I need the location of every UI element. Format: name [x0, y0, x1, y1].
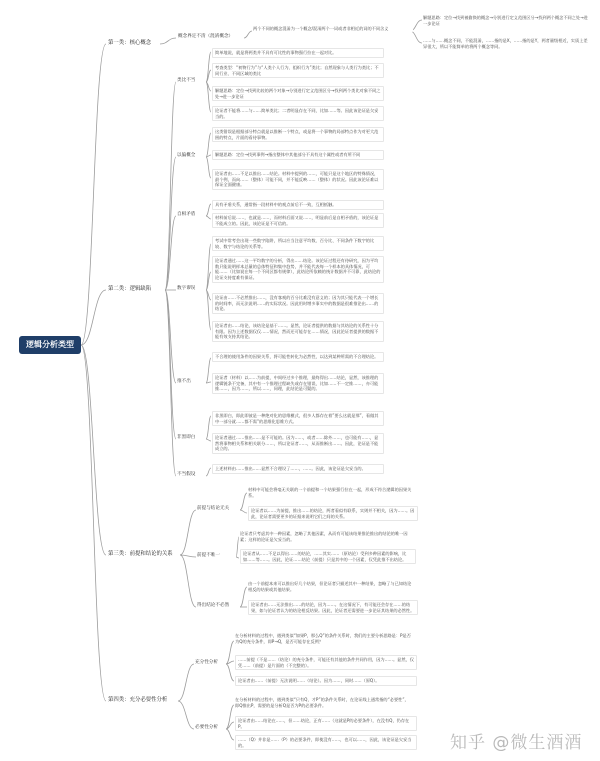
connector-cat3-branch-0	[180, 510, 196, 555]
leaf-number-2: 论证者通过……这一平均数字的分析，得出……结论。该论证过程还有待研究，因为平均数只能说明样本总量的总体特征和集中趋势，并不能代表每一个样本的具体情况，可能……（比如说在每一个不同区都有规律），此结论所依赖的统计数据并不可靠，此结论的论证支持度难有保证。	[212, 256, 384, 283]
connector-root-cat1	[81, 44, 106, 345]
leaf-contradiction-2: 材料前后说……，也就是……，而材料后面又说……，明显前后是自相矛盾的，该论证是不能成立的。因此，该论证是不可信的。	[212, 213, 384, 228]
leaf-dichotomy-2: 论证者通过……推出……是不可能的。因为……，或者……除外……，也可能有……，显然将事物相关系和相关联分……，所以论证者……，从而推断出……。因此，论证是不能成立的。	[212, 433, 384, 454]
leaf-necessity-3: ……（Q）并非是……（P）的必要条件，即使没有……，也可以……，因此，该论证是欠妥当的。	[235, 735, 417, 750]
branch-number-fallacy[interactable]: 数字谬误	[177, 286, 196, 291]
connector-root-cat2	[81, 290, 106, 345]
leaf-concept-template: ……与……概念不同，不能混淆，……指的是X，……指的是Y，两者量级相近，实质上差异很大，所以不能简单的将两个概念等同。	[423, 38, 588, 49]
branch-necessity[interactable]: 必要性分析	[195, 725, 218, 730]
leaf-notnecessary-2: 论证者由……无法推出……的结论，因为……。在这情况下，有可能还会存在……的结果，如与论证者认为的结论相反结果。因此，论证者还需要进一步论证其结果的必然性。	[248, 600, 418, 615]
leaf-notunique-1: 论证者只考虑其中一种因素，忽略了其他因素，从而有可能该结果推论推出的结论的唯一因素；这样的论证是欠妥当的。	[240, 531, 410, 542]
watermark: 知乎 @微生酒酒	[450, 733, 583, 753]
branch-hasty-generalization[interactable]: 以偏概全	[177, 153, 196, 158]
branch-improper-assumption[interactable]: 不当假设	[177, 472, 196, 477]
leaf-number-4: 论证者由……结论，该结论是基于……。显然，论证者提供的数据与其结论的关系性十分有限。因为上述数据仅仅……情况，然而还可能存在……情况，因此论证者提供的数据不能有效支持其结论。	[212, 321, 384, 342]
leaf-concept-method: 解题思路：定位→找到被偷换的概念→分别进行定义范围区分→找到两个概念不同之处→进一步论证	[423, 15, 588, 26]
branch-non-sequitur[interactable]: 推不出	[177, 379, 191, 384]
connector-cat1-def	[244, 31, 252, 38]
branch-sufficiency[interactable]: 充分性分析	[195, 660, 218, 665]
leaf-sufficiency-3: 论证者由……（前提）无法说明……（结论）。因为……，同时……（原Q）。	[235, 676, 417, 686]
leaf-nonsequitur-2: 论证者（材料）以……为前提，中间经过多个推理，最终得出……结论，显然，该推理的逻辑链条不完备，其中有一个推理过程缺失或存在错误，比如……不一定推……，亦可能推……，因为……，所以……，同理，此结论是可疑的。	[212, 373, 384, 394]
category-logic-flaws[interactable]: 第二类：逻辑缺陷	[108, 286, 152, 292]
connector-cat4-branch-0	[178, 664, 194, 701]
connector-cat2-branch-0	[165, 82, 176, 290]
connector-cat2-branch-5	[165, 290, 176, 439]
leaf-number-3: 论证由……不必然推出……，没有客观的百分比难没有意义的；因为其只能代表一个增长的时间率，而无法说明……的实际状况。因此用时增多事实中的数据是很难推论出……的结论。	[212, 293, 384, 314]
leaf-sufficiency-1: 在分析材料的过程中，遇到类似“如果P，那么Q”的条件关系时，我们的主要分析思路是：P是否为Q的充分条件，即P→Q，是否可能存在反例？	[235, 633, 411, 644]
leaf-generalization-3: 论证者由……不足以推出……结论。材料中提到的……，可能只是这个地区的特殊情况，最个例，而向……（整体）可能不同，并不能反映……（整体）的状况。因此该论证难以保证全面健康。	[212, 169, 384, 190]
leaf-analogy-1: 简单地说，就是将两类并不具有可比性的事物强行拉在一起对比。	[212, 48, 384, 58]
leaf-generalization-2: 解题思路：定位→找到事例→指出整体中其他部分不具有这个属性或者有所不同	[212, 150, 384, 160]
leaf-unrelated-1: 材料中可能会将毫无关联的一个前提和一个结果强行拉在一起，形成不符合逻辑的因果关系。	[248, 487, 412, 498]
leaf-sufficiency-2: ……前提（不是……（结论）的充分条件，可能还有其他的条件共同作用，因为……。显然，仅凭……（前提）是片面的（不完整的）。	[235, 655, 417, 670]
branch-premise-unrelated[interactable]: 前提与结论无关	[197, 506, 230, 511]
connector-cat2-leaf-1-2	[206, 157, 211, 178]
branch-improper-analogy[interactable]: 类比不当	[177, 78, 196, 83]
leaf-number-1: 考试中常考会出现一些数字陷阱，所以应当注意平均数、百分比、不同条件下数字的比较、数字与结论的关系等。	[212, 236, 384, 251]
leaf-analogy-3: 解题思路：定位→找到比较的两个对象→分别进行定义范围区分→找到两个类比对象不同之处→进一步论证	[212, 86, 384, 101]
branch-conclusion-not-necessary[interactable]: 得出结论不必然	[197, 603, 230, 608]
branch-concept-confusion[interactable]: 概念界定不清（混淆概念）	[178, 34, 234, 39]
category-premise-conclusion[interactable]: 第三类：前提和结论的关系	[108, 551, 173, 557]
leaf-necessity-2: 论证者由……结论在……，但……结论，正有……（这就是P的必要条件），在没有Q，仍存在P。	[235, 716, 417, 731]
leaf-contradiction-1: 具有矛盾关系，通常指一段材料中的观点前后不一致，互相抵触。	[212, 200, 384, 210]
connector-def-note2	[410, 31, 422, 43]
connector-root-cat4	[81, 345, 106, 701]
connector-cat2-branch-6	[165, 290, 176, 476]
branch-premise-not-unique[interactable]: 前提不唯一	[197, 553, 220, 558]
root-node[interactable]: 逻辑分析类型	[19, 336, 81, 354]
leaf-unrelated-2: 论证者以……为前提，推出……的结论，两者看似有联系，实则并不相关，因为……。因此，论证者需要更多的证据来说明它们之间的关系。	[248, 506, 418, 521]
leaf-nonsequitur-1: 不合理的使用条件的因果关系，将可能性转化为必然性，以达到某种所需的不合理结论。	[212, 352, 384, 362]
leaf-analogy-4: 论证者不能将……与……简单类比；二者明显存在不同，比如……等。因此该论证是欠妥当的。	[212, 106, 384, 121]
leaf-generalization-1: 这类错误是根据部分特点就是以推断一个特点，或是将一个事物的局部特点作为对更大范围的特点，片面的看待事物。	[212, 127, 384, 142]
leaf-notunique-2: 论证者从……不足以得出……的结论，……其实……（原结论）受到多种因素的影响，比如……等……。因此，论证……结论（前提）只是其中的一个因素，仅凭此推不出结论。	[240, 549, 416, 564]
branch-self-contradiction[interactable]: 自相矛盾	[177, 212, 196, 217]
leaf-concept-definition: 两个不同的概念混淆为一个概念/混淆两个一词或者非相近的词的不同含义	[253, 26, 413, 32]
connector-cat4-branch-1	[178, 701, 194, 729]
leaf-dichotomy-1: 非黑即白，即此即彼是一种绝对化的思维模式，很多人都存在着”要么这就是那”，看做其中一部分就……都不需”的思维化思维方式。	[212, 411, 384, 426]
leaf-necessity-1: 在分析材料的过程中，遇到类似“只有Q，才P”的条件关系时，在论证线上通常指的“必要性”，即Q推出P，需要的是分析Q是否为P的必要条件。	[235, 697, 411, 708]
connector-cat3-branch-2	[180, 555, 196, 607]
connector-cat4-leaf-0-2	[226, 664, 234, 681]
category-sufficiency-necessity[interactable]: 第四类：充分必要性分析	[108, 697, 168, 703]
branch-false-dichotomy[interactable]: 非黑即白	[177, 435, 196, 440]
leaf-notnecessary-1: 由一个前提本来可以推出好几个结果，但论证者只描述其中一种结果，忽略了与已知结论相反的结果或其他结果。	[248, 581, 412, 592]
category-core-concept[interactable]: 第一类：核心概念	[108, 40, 152, 46]
leaf-analogy-2: 考查类型：“初物行为”与“人类个人行为、组织行为”类比；自然现象与人类行为类比；不同行业、不同区域的类比	[212, 63, 384, 78]
leaf-assumption-1: 上述材料由……推出……显然不合理设了……，……。因此，该论证是欠妥当的。	[212, 464, 384, 474]
